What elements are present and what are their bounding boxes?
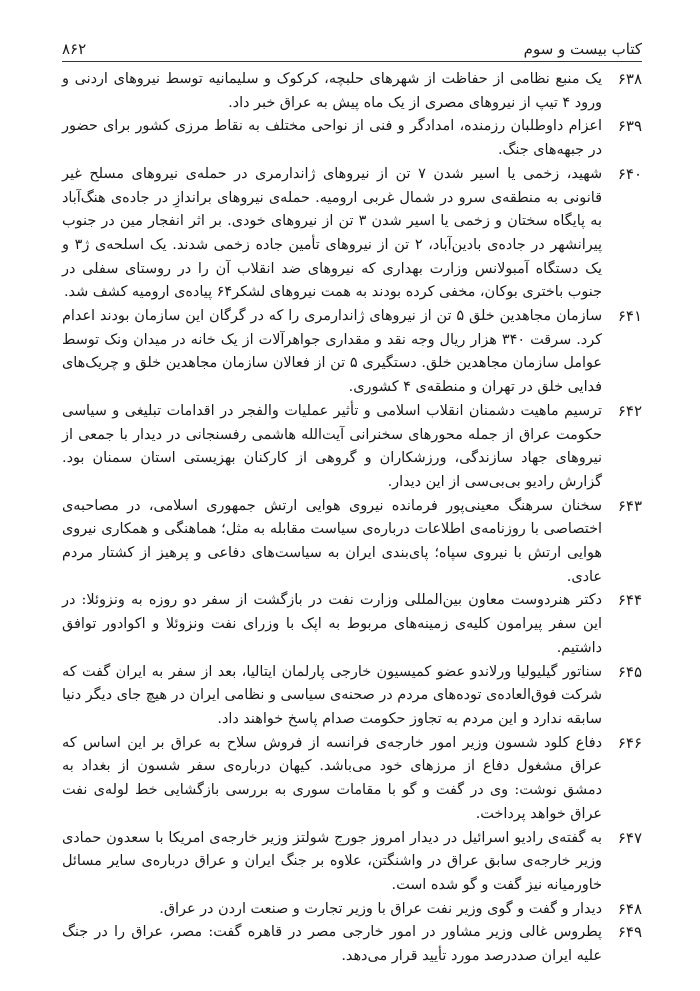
chronology-entry xyxy=(62,68,642,115)
entry-number: ۶۴۷ xyxy=(617,828,642,847)
chronology-entry xyxy=(62,921,642,968)
entry-number: ۶۴۶ xyxy=(617,733,642,752)
entry-text: دیدار و گفت و گوی وزیر نفت عراق با وزیر تجارت و صنعت اردن در عراق. xyxy=(159,900,602,917)
entry-number: ۶۴۲ xyxy=(617,401,642,420)
chronology-entry xyxy=(62,827,642,898)
entry-text: سخنان سرهنگ معینی‌پور فرمانده نیروی هوایی ارتش جمهوری اسلامی، در مصاحبه‌ی اختصاصی با روزنامه‌ی اطلاعات درباره‌ی سیاست مقابله به مثل؛ هماهنگی و همکاری نیروی هوایی ارتش با نیروی سپاه؛ پای‌بندی ایران به سیاست‌های دفاعی و پرهیز از کشتار مردم عادی. xyxy=(62,497,602,585)
chronology-entry xyxy=(62,732,642,827)
entry-number: ۶۴۴ xyxy=(617,591,642,610)
entry-text: شهید، زخمی یا اسیر شدن ۷ تن از نیروهای ژاندارمری در حمله‌ی نیروهای مسلح غیر قانونی به منطقه‌ی سرو در شمال غربی ارومیه. حمله‌ی نیروهای براندازِ در جاده‌ی هنگ‌آباد به پایگاه سختان و زخمی یا اسیر شدن ۳ تن از نیروهای خودی. بر اثر انفجار مین در جنوب پیرانشهر در جاده‌ی بادین‌آباد، ۲ تن از نیروهای تأمین جاده زخمی شدند. یک اسلحه‌ی ژ۳ و یک دستگاه آمبولانس وزارت بهداری که نیروهای ضد انقلاب آن را در روستای سفلی در جنوب باختری بوکان، مخفی کرده بودند به همت نیروهای لشکر۶۴ پیاده‌ی ارومیه کشف شد. xyxy=(62,165,603,301)
chronology-entry xyxy=(62,495,642,590)
chronology-entry xyxy=(62,898,642,922)
chronology-entry xyxy=(62,661,642,732)
entry-number: ۶۴۵ xyxy=(617,662,642,681)
page-header xyxy=(62,34,642,58)
page-number: ۸۶۲ xyxy=(62,40,87,58)
chronology-entry xyxy=(62,589,642,660)
chronology-entry xyxy=(62,305,642,400)
entry-number: ۶۴۱ xyxy=(617,307,642,326)
entry-number: ۶۳۸ xyxy=(617,70,642,88)
entry-text: دفاع کلود شسون وزیر امور خارجه‌ی فرانسه از فروش سلاح به عراق بر این اساس که عراق مشغول دفاع از مرزهای خود می‌باشد. کیهان درباره‌ی سفر شسون از بغداد به دمشق نوشت: وی در گفت و گو با مقامات سوری به بررسی بازگشایی خط لوله‌ی نفت عراق خواهد پرداخت. xyxy=(62,734,602,822)
header-rule xyxy=(62,61,642,62)
entry-text: به گفته‌ی رادیو اسرائیل در دیدار امروز جورج شولتز وزیر خارجه‌ی امریکا با سعدون حمادی وزیر خارجه‌ی سابق عراق در واشنگتن، علاوه بر جنگ ایران و عراق درباره‌ی سایر مسائل خاورمیانه نیز گفت و گو شده است. xyxy=(62,829,602,893)
entry-text: دکتر هنردوست معاون بین‌المللی وزارت نفت در بازگشت از سفر دو روزه به ونزوئلا: در این سفر پیرامون کلیه‌ی زمینه‌های مربوط به اپک با وزرای نفت ونزوئلا و اکوادور توافق داشتیم. xyxy=(62,592,602,656)
entry-text: سازمان مجاهدین خلق ۵ تن از نیروهای ژاندارمری را که در گرگان این سازمان بودند اعدام کرد. سرقت ۳۴۰ هزار ریال وجه نقد و مقداری جواهرآلات از یک خانه در میدان ونک توسط عوامل سازمان مجاهدین خلق. دستگیری ۵ تن از فعالان سازمان مجاهدین خلق و چریک‌های فدایی خلق در تهران و منطقه‌ی ۴ کشوری. xyxy=(62,308,603,396)
entry-number: ۶۴۹ xyxy=(617,923,642,942)
chronology-entry xyxy=(62,400,642,495)
entry-text: سناتور گیلیولیا ورلاندو عضو کمیسیون خارجی پارلمان ایتالیا، بعد از سفر به ایران گفت که شرکت فوق‌العاده‌ی توده‌های مردم در صحنه‌ی سیاسی و نظامی ایران در هیچ جای دیگر دنیا سابقه ندارد و این مردم به تجاوز حکومت صدام پاسخ خواهند داد. xyxy=(62,663,602,727)
entry-number: ۶۴۸ xyxy=(617,899,642,918)
entry-text: اعزام داوطلبان رزمنده، امدادگر و فنی از نواحی مختلف به نقاط مرزی کشور برای حضور در جبهه‌های جنگ. xyxy=(62,118,602,159)
entry-number: ۶۳۹ xyxy=(617,117,642,136)
entry-text: پطروس غالی وزیر مشاور در امور خارجی مصر در قاهره گفت: مصر، عراق را در جنگ علیه ایران صددرصد مورد تأیید قرار می‌دهد. xyxy=(62,924,602,965)
entry-number: ۶۴۳ xyxy=(617,496,642,515)
book-title: کتاب بیست و سوم xyxy=(523,40,642,58)
chronology-list xyxy=(62,68,642,969)
chronology-entry xyxy=(62,115,642,162)
entry-number: ۶۴۰ xyxy=(617,164,642,183)
chronology-entry xyxy=(62,163,642,305)
entry-text: ترسیم ماهیت دشمنان انقلاب اسلامی و تأثیر عملیات والفجر در اقدامات تبلیغی و سیاسی حکومت عراق از جمله محورهای سخنرانی آیت‌الله هاشمی رفسنجانی در دیدار با جمعی از نیروهای جهاد سازندگی، ورزشکاران و گروهی از کارکنان بهزیستی استان سمنان بود. گزارش رادیو بی‌بی‌سی از این دیدار. xyxy=(62,402,602,490)
entry-text: یک منبع نظامی از حفاظت از شهرهای حلبچه، کرکوک و سلیمانیه توسط نیروهای اردنی و ورود ۴ تیپ از نیروهای مصری از یک ماه پیش به عراق خبر داد. xyxy=(62,71,602,111)
